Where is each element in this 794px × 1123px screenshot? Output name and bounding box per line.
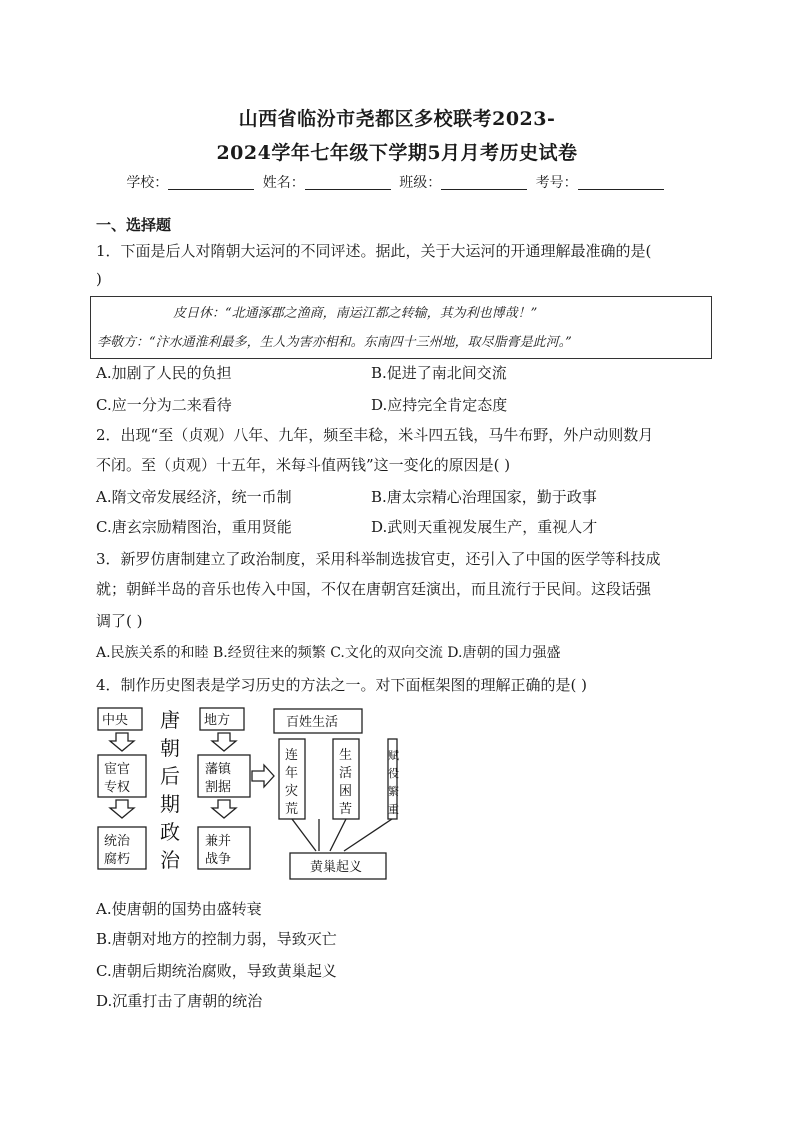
q3-options[interactable]: A.民族关系的和睦 B.经贸往来的频繁 C.文化的双向交流 D.唐朝的国力强盛	[96, 645, 561, 661]
diagram-war-2: 战争	[205, 852, 232, 867]
exam-title-line2: 2024学年七年级下学期5月月考历史试卷	[216, 142, 578, 164]
svg-text:生: 生	[339, 748, 353, 763]
svg-text:灾: 灾	[285, 784, 299, 799]
q2-stem-line2: 不闭。至（贞观）十五年，米每斗值两钱”这一变化的原因是( )	[96, 456, 511, 474]
svg-text:唐: 唐	[160, 708, 180, 732]
diagram-corruption: 统治	[104, 834, 131, 849]
exam-number-blank[interactable]	[578, 175, 664, 190]
q2-stem-line1: 2．出现“至（贞观）八年、九年，频至丰稔，米斗四五钱，马牛布野，外户动则数月	[96, 426, 654, 444]
svg-text:政: 政	[160, 820, 180, 844]
q2-option-b[interactable]: B.唐太宗精心治理国家，勤于政事	[371, 488, 597, 506]
diagram-fanzhen-2: 割据	[205, 780, 232, 795]
q4-framework-diagram	[94, 705, 400, 885]
q4-option-c[interactable]: C.唐朝后期统治腐败，导致黄巢起义	[96, 962, 337, 980]
svg-text:困: 困	[339, 784, 353, 799]
section-title: 一、选择题	[96, 216, 172, 234]
q2-option-d[interactable]: D.武则天重视发展生产，重视人才	[371, 518, 598, 536]
diagram-hardship	[339, 747, 352, 817]
q1-option-d[interactable]: D.应持完全肯定态度	[371, 396, 508, 414]
exam-title-line1: 山西省临汾市尧都区多校联考2023-	[238, 108, 556, 130]
svg-text:赋: 赋	[388, 749, 399, 762]
school-label: 学校：	[126, 175, 169, 191]
q1-stem-line1: 1．下面是后人对隋朝大运河的不同评述。据此，关于大运河的开通理解最准确的是(	[96, 242, 652, 260]
q1-quote-pirixiu: 皮日休：“北通涿郡之渔商，南运江都之转输，其为利也博哉！”	[173, 306, 538, 321]
class-blank[interactable]	[441, 175, 527, 190]
q3-stem-line1: 3．新罗仿唐制建立了政治制度，采用科举制选拔官吏，还引入了中国的医学等科技成	[96, 550, 661, 568]
exam-number-label: 考号：	[535, 175, 578, 191]
diagram-center-label	[160, 708, 181, 872]
diagram-life: 百姓生活	[286, 715, 339, 730]
svg-text:荒: 荒	[285, 802, 299, 817]
diagram-fanzhen: 藩镇	[205, 762, 232, 777]
q4-option-a[interactable]: A.使唐朝的国势由盛转衰	[96, 900, 262, 918]
school-blank[interactable]	[168, 175, 254, 190]
q1-option-b[interactable]: B.促进了南北间交流	[371, 364, 507, 382]
student-info-row	[0, 172, 794, 192]
q4-stem: 4．制作历史图表是学习历史的方法之一。对下面框架图的理解正确的是( )	[96, 676, 588, 694]
diagram-corruption-2: 腐朽	[104, 852, 131, 867]
q3-stem-line2: 就；朝鲜半岛的音乐也传入中国，不仅在唐朝宫廷演出，而且流行于民间。这段话强	[96, 580, 652, 598]
diagram-disaster	[285, 748, 298, 817]
q4-option-d[interactable]: D.沉重打击了唐朝的统治	[96, 992, 263, 1010]
name-label: 姓名：	[262, 175, 305, 191]
diagram-central: 中央	[102, 713, 129, 728]
svg-text:繁: 繁	[388, 785, 399, 798]
q1-quote-lijingfang: 李敬方：“汴水通淮利最多，生人为害亦相和。东南四十三州地，取尽脂膏是此河。”	[97, 335, 572, 350]
q2-option-c[interactable]: C.唐玄宗励精图治，重用贤能	[96, 518, 292, 536]
class-label: 班级：	[399, 175, 442, 191]
svg-text:年: 年	[285, 766, 299, 781]
q1-option-a[interactable]: A.加剧了人民的负担	[96, 364, 232, 382]
svg-text:连: 连	[285, 748, 299, 763]
svg-text:苦: 苦	[339, 802, 353, 817]
q2-option-a[interactable]: A.隋文帝发展经济，统一币制	[96, 488, 292, 506]
diagram-war: 兼并	[205, 834, 232, 849]
svg-text:期: 期	[160, 792, 180, 816]
q4-option-b[interactable]: B.唐朝对地方的控制力弱，导致灭亡	[96, 930, 337, 948]
svg-text:活: 活	[339, 766, 353, 781]
svg-text:朝: 朝	[160, 736, 180, 760]
svg-text:后: 后	[160, 764, 180, 788]
diagram-officials-2: 专权	[104, 780, 131, 795]
q1-stem-line2: )	[96, 270, 102, 288]
diagram-officials: 宦官	[104, 762, 131, 777]
name-blank[interactable]	[305, 175, 391, 190]
q3-stem-line3: 调了( )	[96, 612, 143, 630]
svg-text:役: 役	[388, 767, 399, 780]
diagram-local: 地方	[204, 713, 231, 728]
svg-text:重: 重	[388, 803, 399, 816]
diagram-uprising: 黄巢起义	[310, 860, 363, 875]
svg-text:治: 治	[160, 848, 180, 872]
q1-option-c[interactable]: C.应一分为二来看待	[96, 396, 232, 414]
q1-quote-box	[90, 296, 712, 359]
